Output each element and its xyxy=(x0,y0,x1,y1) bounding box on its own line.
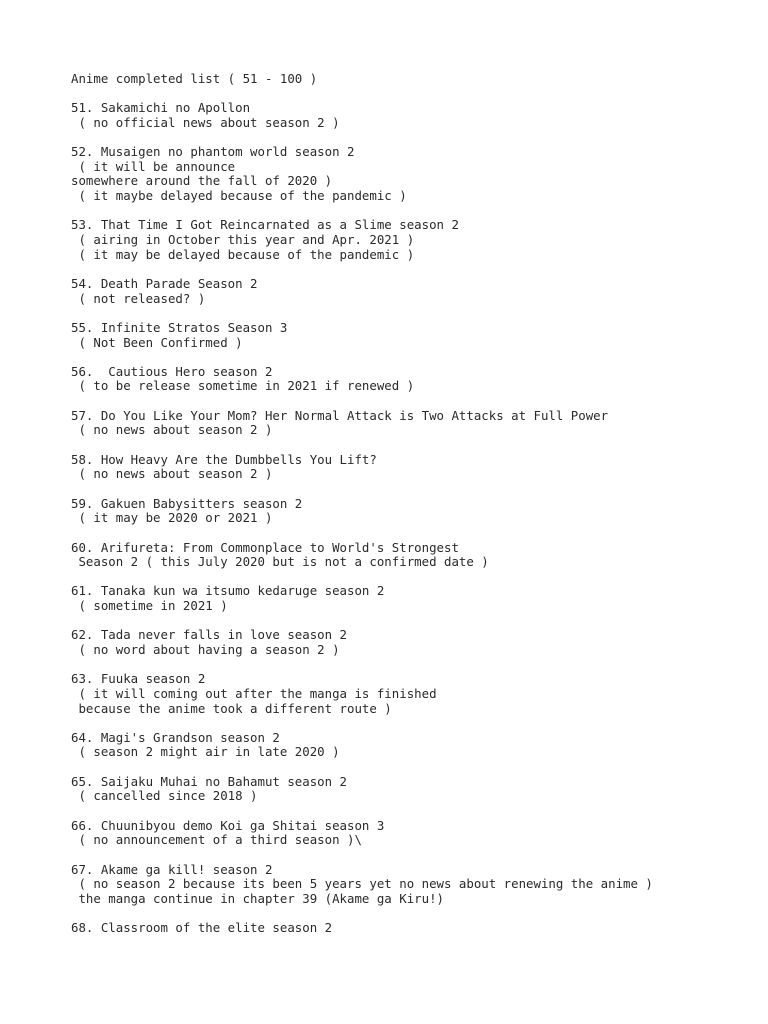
list-item xyxy=(71,819,751,848)
spacer xyxy=(71,658,751,673)
spacer xyxy=(71,262,751,277)
list-item xyxy=(71,584,751,613)
entry-note: ( it may be delayed because of the pandemic ) xyxy=(71,246,415,262)
list-item xyxy=(71,628,751,657)
spacer xyxy=(71,87,751,102)
list-item xyxy=(71,453,751,482)
list-item xyxy=(71,101,751,130)
list-item xyxy=(71,145,751,204)
spacer xyxy=(71,204,751,219)
spacer xyxy=(71,482,751,497)
entry-title: 54. Death Parade Season 2 xyxy=(71,275,258,291)
spacer xyxy=(71,350,751,365)
spacer xyxy=(71,716,751,731)
list-item xyxy=(71,218,751,262)
entry-note: ( season 2 might air in late 2020 ) xyxy=(71,744,340,760)
list-item xyxy=(71,365,751,394)
spacer xyxy=(71,907,751,922)
entry-title: 67. Akame ga kill! season 2 xyxy=(71,861,273,877)
entry-note: ( cancelled since 2018 ) xyxy=(71,788,258,804)
entry-note: ( to be release sometime in 2021 if renewed ) xyxy=(71,378,415,394)
list-item xyxy=(71,541,751,570)
spacer xyxy=(71,306,751,321)
entry-note: ( no news about season 2 ) xyxy=(71,422,273,438)
entry-note: ( it will be announce xyxy=(71,158,236,174)
entry-title: 60. Arifureta: From Commonplace to World's Strongest xyxy=(71,539,459,555)
spacer xyxy=(71,394,751,409)
entry-note: ( it maybe delayed because of the pandemic ) xyxy=(71,188,407,204)
entry-note: somewhere around the fall of 2020 ) xyxy=(71,173,333,189)
entry-note: ( not released? ) xyxy=(71,290,206,306)
entry-note: Season 2 ( this July 2020 but is not a confirmed date ) xyxy=(71,554,489,570)
entry-note: ( sometime in 2021 ) xyxy=(71,598,228,614)
spacer xyxy=(71,526,751,541)
entry-title: 68. Classroom of the elite season 2 xyxy=(71,920,333,936)
entry-title: 56. Cautious Hero season 2 xyxy=(71,363,273,379)
entry-note: ( no season 2 because its been 5 years yet no news about renewing the anime ) xyxy=(71,876,653,892)
entry-title: 55. Infinite Stratos Season 3 xyxy=(71,319,288,335)
entry-title: 66. Chuunibyou demo Koi ga Shitai season 3 xyxy=(71,817,385,833)
entry-note: ( Not Been Confirmed ) xyxy=(71,334,243,350)
entry-title: 65. Saijaku Muhai no Bahamut season 2 xyxy=(71,773,348,789)
entry-title: 58. How Heavy Are the Dumbbells You Lift? xyxy=(71,451,377,467)
document-title: Anime completed list ( 51 - 100 ) xyxy=(71,71,318,86)
entry-note: ( airing in October this year and Apr. 2021 ) xyxy=(71,232,415,248)
entry-title: 61. Tanaka kun wa itsumo kedaruge season 2 xyxy=(71,583,385,599)
list-item xyxy=(71,921,751,936)
entry-note: ( no official news about season 2 ) xyxy=(71,114,340,130)
document-page xyxy=(71,72,751,936)
list-item xyxy=(71,497,751,526)
list-item xyxy=(71,672,751,716)
entry-note: because the anime took a different route ) xyxy=(71,700,392,716)
list-item xyxy=(71,321,751,350)
spacer xyxy=(71,848,751,863)
entry-note: ( no announcement of a third season )\ xyxy=(71,832,362,848)
list-item xyxy=(71,409,751,438)
entry-title: 52. Musaigen no phantom world season 2 xyxy=(71,144,355,160)
entry-list xyxy=(71,87,751,936)
spacer xyxy=(71,570,751,585)
list-item xyxy=(71,775,751,804)
entry-title: 63. Fuuka season 2 xyxy=(71,671,206,687)
entry-note: ( it will coming out after the manga is finished xyxy=(71,685,437,701)
entry-note: the manga continue in chapter 39 (Akame ga Kiru!) xyxy=(71,890,444,906)
entry-title: 64. Magi's Grandson season 2 xyxy=(71,729,280,745)
spacer xyxy=(71,131,751,146)
entry-title: 59. Gakuen Babysitters season 2 xyxy=(71,495,303,511)
list-item xyxy=(71,863,751,907)
spacer xyxy=(71,614,751,629)
entry-note: ( it may be 2020 or 2021 ) xyxy=(71,510,273,526)
entry-title: 62. Tada never falls in love season 2 xyxy=(71,627,348,643)
list-item xyxy=(71,277,751,306)
list-item xyxy=(71,731,751,760)
spacer xyxy=(71,760,751,775)
entry-note: ( no word about having a season 2 ) xyxy=(71,641,340,657)
entry-title: 51. Sakamichi no Apollon xyxy=(71,100,251,116)
spacer xyxy=(71,804,751,819)
entry-note: ( no news about season 2 ) xyxy=(71,466,273,482)
entry-title: 57. Do You Like Your Mom? Her Normal Attack is Two Attacks at Full Power xyxy=(71,407,609,423)
spacer xyxy=(71,438,751,453)
entry-title: 53. That Time I Got Reincarnated as a Slime season 2 xyxy=(71,217,459,233)
